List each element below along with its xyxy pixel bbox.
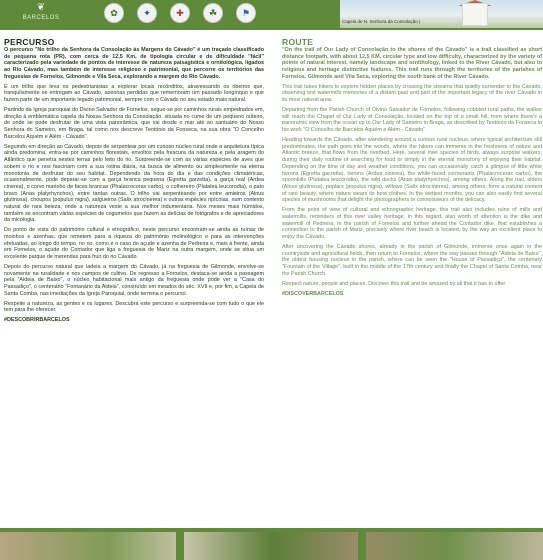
rooster-icon: ❦ [36,2,46,13]
pt-paragraph: É um trilho que leva os pedestrianistas a explorar locais recônditos, atravessando os ribeiros que, tranquilamente se entregam ao Cávado, azenhas perdidas que rememoram um passado longínquo e que fazem parte de um importante legado patrimonial, sempre com o Cávado no seu estado mais natural. [4,83,264,104]
en-hashtag: #DISCOVERBARCELOS [282,290,344,297]
pt-paragraph: O percurso "No trilho da Senhora da Consolação às Margens do Cávado" é um traçado classificado de pequena rota (PR), com cerca de 12,5 Km, de tipologia circular e de dificuldade "fácil" caracterizado pela variedade de pontos de interesse de natureza paisagística e ornitológica, ligados ao Rio Cávado, mas também de interesse religioso e patrimonial, que percorre os territórios das freguesias de Fornelos, Gilmonde e Vila Seca, explorando a margem do Rio Cávado. [4,47,264,80]
pt-paragraph: Seguindo em direção ao Cávado, depois de serpentear por um curioso núcleo rural onde a arquitetura típica ainda predomina, entra-se por caminhos florestais, envoltos pela frescura da natureza e pela aragem do Atlântico que penetra nestes terras pelo leito do rio. Surpreende-se com as várias espécies de aves que sobem o rio e nos fascinam com a sua rotina diária, na busca de alimento ou simplesmente na eterna monotonia de desfrutar do seu habitat. Dependendo da hora do dia e das condições climatéricas, ocasionalmente, pode deparar-se com a garça branca pequena (Egretta garzetta), a garça real (Ardea cinerea), o corvo marinho de faces brancas (Phalacrocorax carbo), o colhereiro (Platalea leucorodia), o pato bravo (Anas platyrhynchos), entre tantas outras. O trilho vai serpenteando por entre amieiros (Alnus glutinosa), choupos (populus nigra), salgueiros (Salix atrocinerea) e outras espécies ripícolas, num contexto natural de rara beleza, onde a natureza veste a sua melhor indumentária. Nos meses mais húmidos, também se encontram várias espécies de cogumelos que fazem as delícias de fotógrafos e de apreciadores da micologia. [4,143,264,224]
en-paragraph: Departing from the Parish Church of Divino Salvador de Fornelos, following cobbled rural paths, the walker will reach the Chapel of Our Lady of Consolação, located on the top of a small hill, from where there's a panoramic view from the ocean up to Our Lady of Sameiro in Braga, as described by Teotónio da Fonseca in his work "O Concelho de Barcelos Aquém e Além - Cávado". [282,107,542,134]
en-paragraph: From the point of view of cultural and ethnographic heritage, this trail also includes ruins of mills and watermills, reminders of this river valley heritage, in this regard, also worth of attention is the dike and watermill of Pedreira, in the parish of Fornelos and further ahead the Contador dike, that establishes a connection to the parish of Mariz, precisely where river beach is located, by the way an excellent place to enjoy the Cávado. [282,207,542,241]
chapel-building [462,3,488,26]
portuguese-column [4,37,264,327]
logo-text: BARCELOS [22,15,60,21]
landscape-photo-strip [0,532,543,560]
en-section-title: ROUTE [282,37,314,47]
photo-caption: Capela de N. Senhora da Consolação | [342,19,421,24]
photo-divider [176,532,184,560]
partner-badge-icon: ☘ [203,3,223,23]
en-paragraph: After uncovering the Cávado shores, already in the parish of Gilmonde, immerse once again in the countryside and agricultural fields, then return to Fornelos, where the way passes through "Aldeia de Baixo", the oldest housing nucleus in the parish, where can be seen the "House of Passadiço", the centenary "Fountain of the Village", built in the middle of the 17th century and finally the Chapel of Santa Comba, near the Parish Church. [282,243,542,277]
en-paragraph: Heading towards the Cávado, after wandering around a curious rural nucleus, where typical architecture still predominates, the path goes into the woods, where the hikers can immerse in the freshness of nature and Atlantic breeze, that flows from the riverbed. Here, several river species of birds, always surprise walkers, during their daily routine of searching for food or simply in the eternal monotony of enjoying their habitat. Depending on the time of day and weather conditions, you can occasionally catch a glimpse of little white herons (Egretta garzetta), herons (Ardea cinerea), the white-faced cormorants (Phalacrocorax carbo), the spoonbills (Platalea leucorodia), the wild ducks (Anas platyrhynchos), among others. Along the trail, alders (Alnus glutinosa), poplars (populus nigra), willows (Salix atrocinerea), among others, form a natural context of rare beauty, where nature wears its best clothes. In the wettest months, you can also easily find several species of mushrooms that delight the photographers or connoisseurs of the delicacy. [282,137,542,204]
en-paragraph: "On the trail of Our Lady of Consolação to the shores of the Cávado" is a trail classified as short distance footpath, with about 12,5 KM, circular type and low difficulty, characterized by the variety of points of natural interest, namely landscape and ornithology, linked to the River Cávado, but also to religious and heritage distinctive features. This trail runs through the territories of the parishes of Fornelos, Gilmonde and Vila Seca, exploring the south bank of the River Cávado. [282,47,542,80]
pt-hashtag: #DESCOBRIRBARCELOS [4,317,70,324]
pt-paragraph: Respeite a natureza, as gentes e os lugares. Descubra este percurso e surpreenda-se com tudo o que ele tem para lhe oferecer. [4,300,264,314]
pt-paragraph: Depois do percurso natural que ladeia a margem do Cávado, já na freguesia de Gilmonde, envolve-se novamente na ruralidade e nos campos de cultivo. De regresso a Fornelos, destaca-se ainda a passagem pela "Aldeia de Baixo", o núcleo habitacional mais antigo da freguesia onde pode ver a "Casa do Passadiço", o centenário "Fontanário da Aldeia", construído em meados do séc. XVII e, por fim, a Capela de Santa Comba, nas imediações da Igreja Paroquial, onde termina o percurso. [4,264,264,297]
partner-badge-icon: ✚ [170,3,190,23]
pt-paragraph: Partindo da Igreja paroquial do Divino Salvador de Fornelos, segue-se por caminhos rurais empedrados em, direção à emblemática capela da Nossa Senhora da Consolação, situada no cume de um pequeno outeiro, de onde se pode desfrutar de uma vista panorâmica, que vai desde o mar até ao santuário do Nosso Senhora do Sameiro, em Braga, tal como nos descreve Teotónio da Fonseca, na sua obra "O Concelho Barcelos Aquém e Além - Cávado". [4,107,264,140]
partner-badges [104,3,256,23]
partner-badge-icon: ✦ [137,3,157,23]
english-column [282,37,542,300]
pt-paragraph: Do ponto de vista do património cultural e etnográfico, neste percurso encontram-se ainda as ruínas de moinhos e azenhas, que remetem para a riqueza do património molinológico e para as intervenções efetuadas, ao longo do tempo, no rio, como é o caso do açude e azenha de Pedreira e, mais à frente, ainda em Fornelos, o açude do Contador que liga a freguesia de Mariz na outra margem, onde se situa um excelente parque de merendas para fruir do rio Cávado. [4,227,264,261]
barcelos-logo [6,2,76,28]
partner-badge-icon: ⚑ [236,3,256,23]
pt-section-title: PERCURSO [4,37,55,47]
en-paragraph: This trail takes hikers to explore hidden places by crossing the streams that quietly surrender to the Cávado, observing lost watermills memories of a distant past and part of the important legacy of the river Cávado in its most natural area. [282,83,542,104]
en-paragraph: Respect nature, people and places. Discover this trail and be amazed by all that it has to offer. [282,280,507,287]
photo-divider [358,532,366,560]
partner-badge-icon: ✿ [104,3,124,23]
